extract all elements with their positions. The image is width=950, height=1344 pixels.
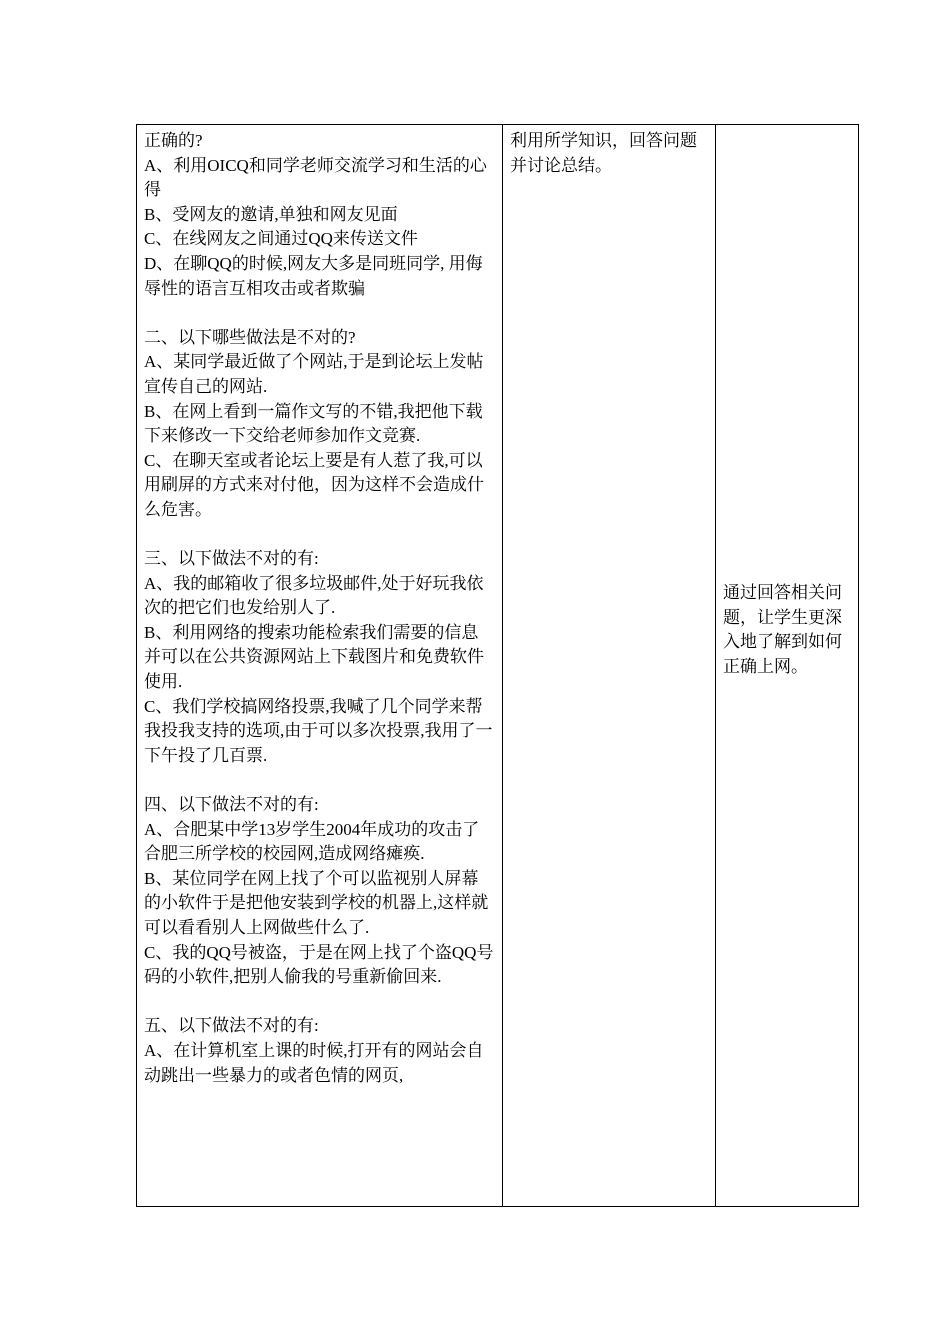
q1-tail: 正确的? [144,131,203,150]
spacer [144,301,495,326]
q4-title: 四、以下做法不对的有: [144,795,319,815]
q2-option-b: B、在网上看到一篇作文写的不错,我把他下载下来修改一下交给老师参加作文竞赛. [144,401,483,446]
q4-option-a: A、合肥某中学13岁学生2004年成功的攻击了合肥三所学校的校园网,造成网络瘫痪. [144,819,480,864]
q2-option-a: A、某同学最近做了个网站,于是到论坛上发帖宣传自己的网站. [144,352,484,396]
design-intent-text: 通过回答相关问题，让学生更深入地了解到如何正确上网。 [723,583,842,676]
spacer [144,523,495,548]
q4-option-b: B、某位同学在网上找了个可以监视别人屏幕的小软件于是把他安装到学校的机器上,这样就可以看看别人上网做些什么了. [144,868,489,937]
q3-title: 三、以下做法不对的有: [144,549,319,569]
lesson-table [136,124,859,1207]
table-row [137,125,859,1207]
q3-option-b: B、利用网络的搜索功能检索我们需要的信息并可以在公共资源网站上下载图片和免费软件使用. [144,622,484,692]
q3-option-a: A、我的邮箱收了很多垃圾邮件,处于好玩我依次的把它们也发给别人了. [144,573,484,618]
spacer [144,768,495,793]
q2-title: 二、以下哪些做法是不对的? [144,327,356,347]
student-activity-text: 利用所学知识，回答问题并讨论总结。 [510,131,697,175]
q1-option-a: A、利用OICQ和同学老师交流学习和生活的心得 [144,155,487,200]
q5-title: 五、以下做法不对的有: [144,1016,319,1036]
q1-option-b: B、受网友的邀请,单独和网友见面 [144,204,398,224]
questions-cell [137,125,503,1207]
student-activity-cell [503,125,716,1207]
q1-option-d: D、在聊QQ的时候,网友大多是同班同学, 用侮辱性的语言互相攻击或者欺骗 [144,253,483,298]
design-intent-cell [716,125,859,1207]
q3-option-c: C、我们学校搞网络投票,我喊了几个同学来帮我投我支持的选项,由于可以多次投票,我用了一下午投了几百票. [144,696,493,765]
spacer [144,990,495,1015]
q5-option-a: A、在计算机室上课的时候,打开有的网站会自动跳出一些暴力的或者色情的网页, [144,1040,484,1085]
q2-option-c: C、在聊天室或者论坛上要是有人惹了我,可以用刷屏的方式来对付他，因为这样不会造成什么危害。 [144,450,484,519]
q4-option-c: C、我的QQ号被盗，于是在网上找了个盗QQ号码的小软件,把别人偷我的号重新偷回来. [144,942,494,987]
q1-option-c: C、在线网友之间通过QQ来传送文件 [144,229,418,249]
